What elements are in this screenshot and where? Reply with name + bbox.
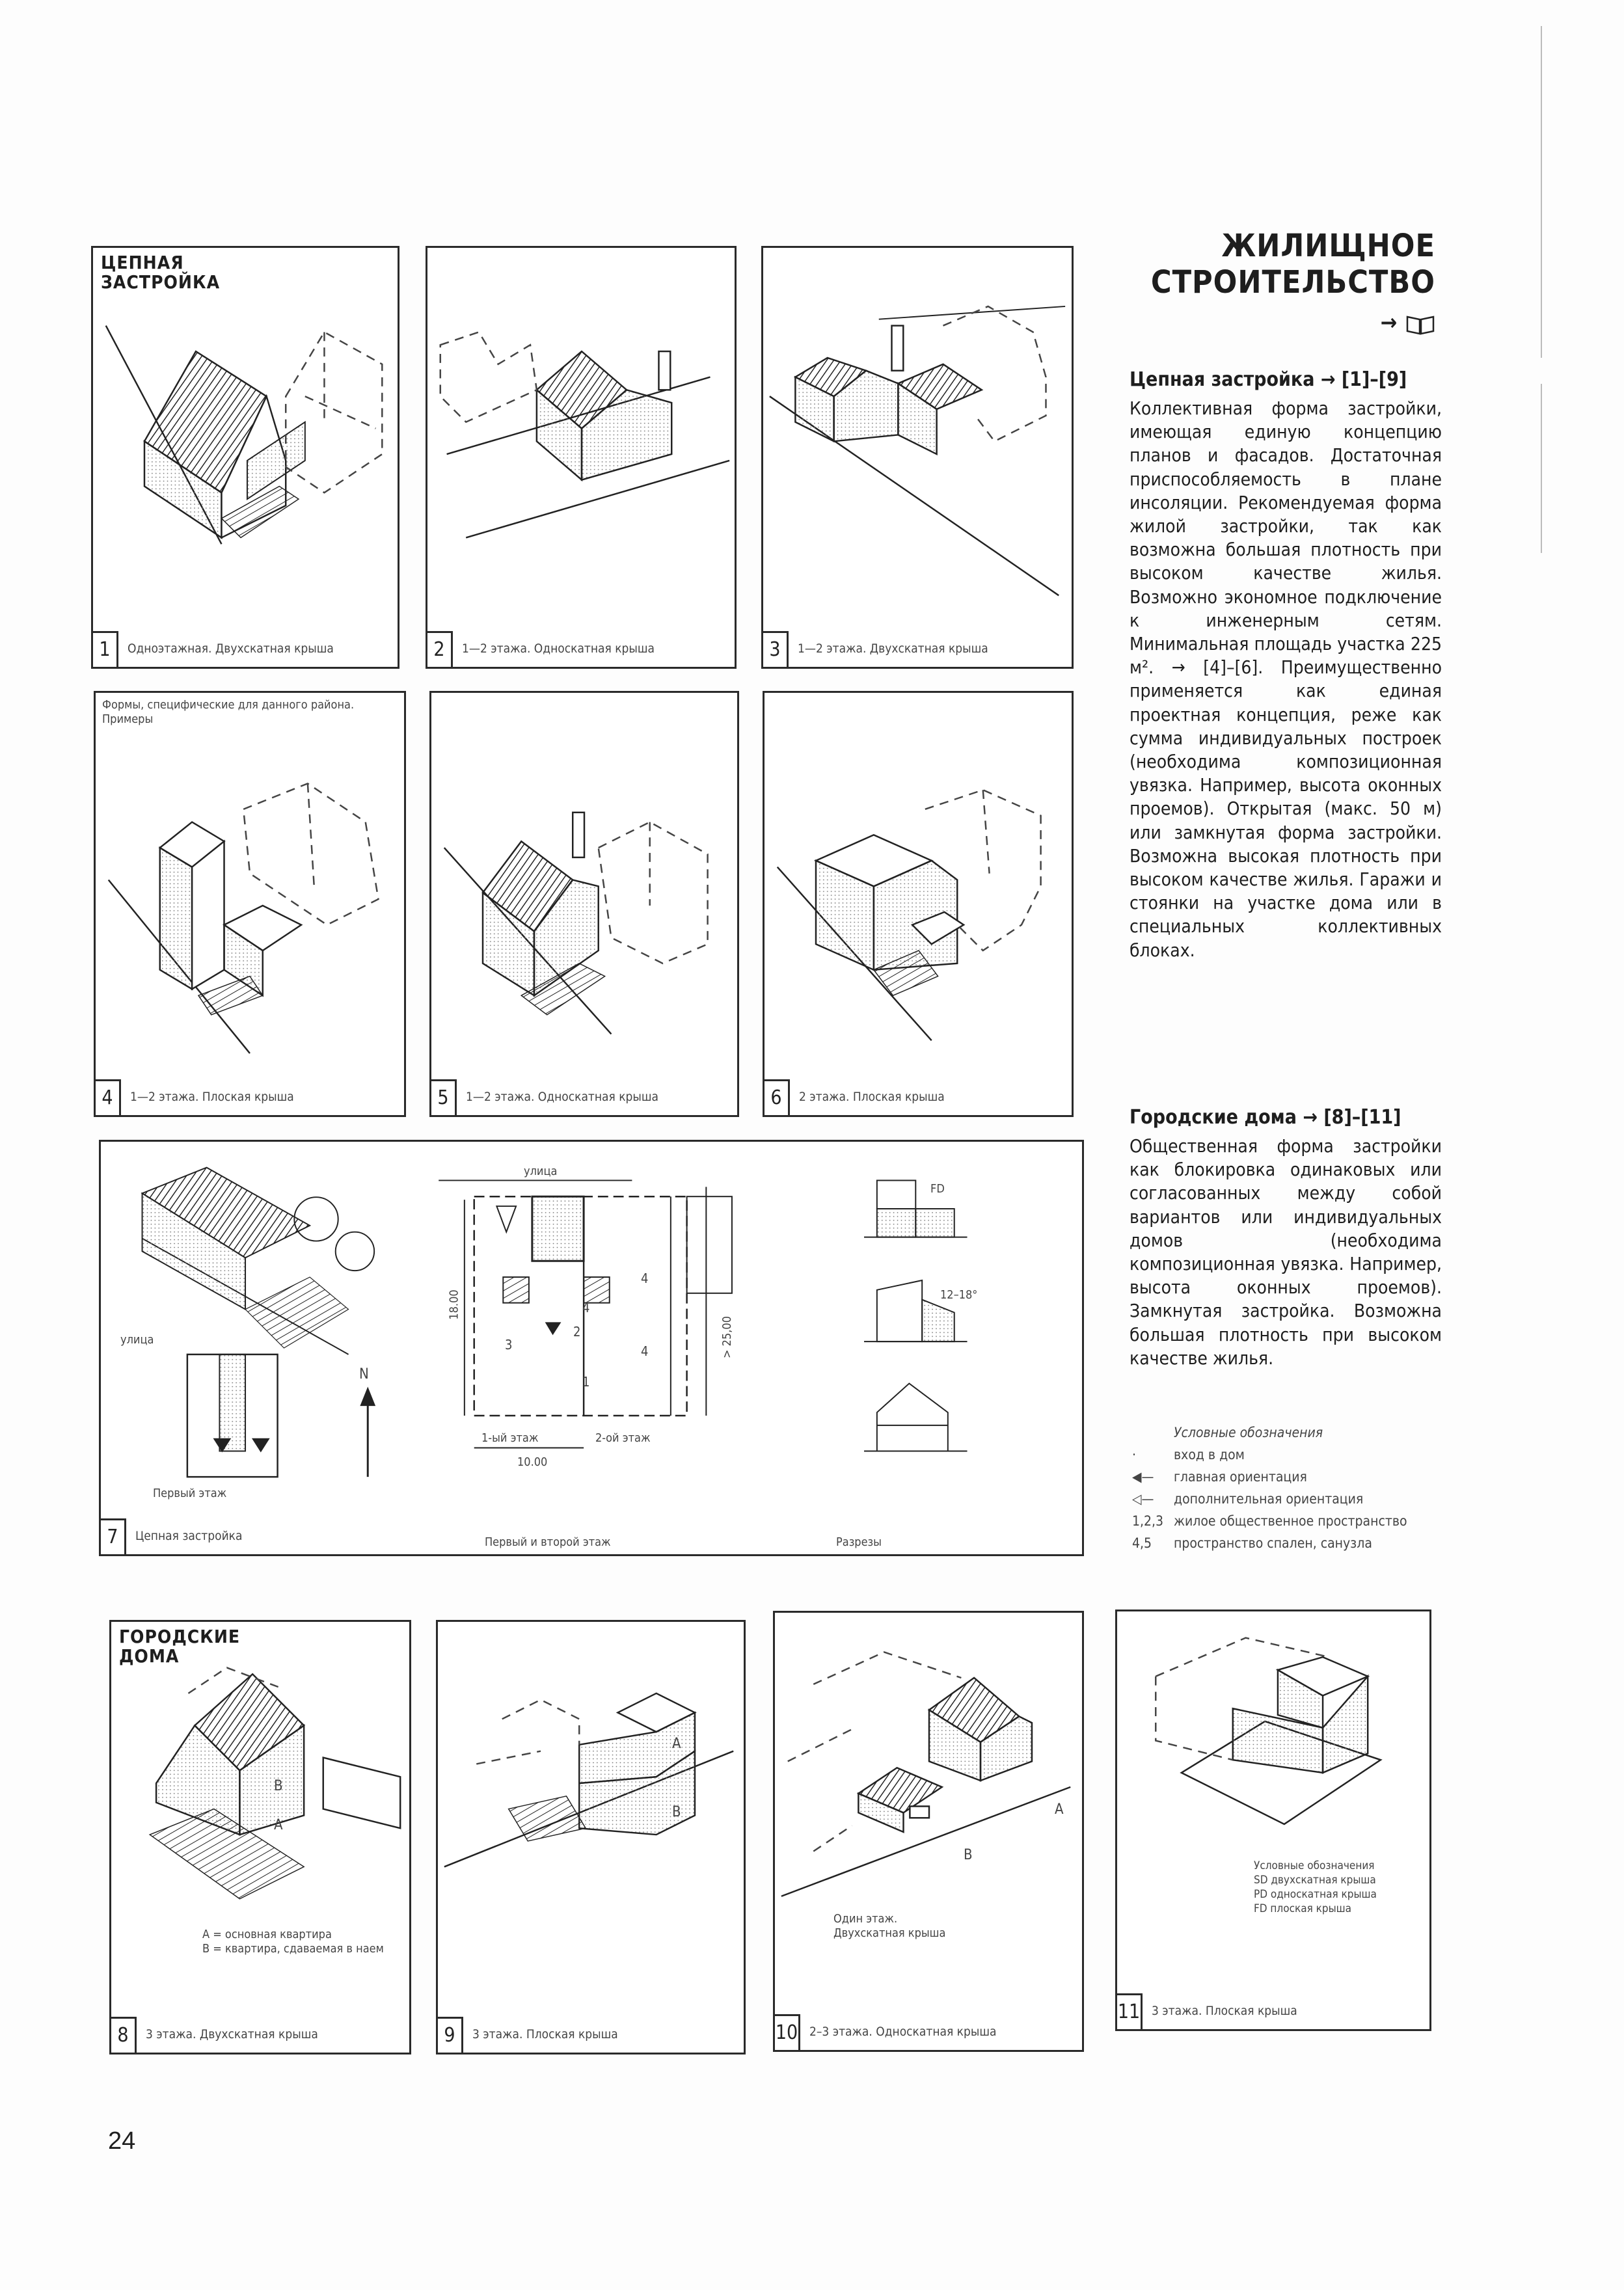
figure-6 bbox=[763, 691, 1074, 1117]
figure-3 bbox=[761, 246, 1074, 669]
margin-rule bbox=[1541, 384, 1542, 553]
figure-9-drawing bbox=[438, 1622, 744, 2053]
figure-9 bbox=[436, 1620, 746, 2054]
figure-4 bbox=[94, 691, 406, 1117]
figure-10 bbox=[773, 1611, 1084, 2052]
plan-caption: Первый и второй этаж bbox=[485, 1535, 611, 1549]
label-b: B bbox=[964, 1847, 973, 1863]
book-icon bbox=[1405, 313, 1435, 335]
figure-11 bbox=[1115, 1610, 1431, 2031]
floor-2-label: 2-ой этаж bbox=[595, 1431, 651, 1445]
figure-8-drawing bbox=[111, 1622, 409, 2053]
figure-8 bbox=[109, 1620, 411, 2054]
sections-caption: Разрезы bbox=[836, 1535, 882, 1549]
figure-8-title: ГОРОДСКИЕ ДОМА bbox=[119, 1626, 241, 1667]
room-label: 1 bbox=[582, 1374, 590, 1390]
figure-4-drawing bbox=[96, 693, 404, 1115]
figure-2-caption: 2 1—2 этажа. Односкатная крыша bbox=[427, 630, 655, 667]
figure-3-drawing bbox=[763, 248, 1072, 667]
figure-5 bbox=[429, 691, 739, 1117]
figure-5-caption: 5 1—2 этажа. Односкатная крыша bbox=[431, 1079, 658, 1115]
section-heading-chain: Цепная застройка → [1]–[9] bbox=[1130, 368, 1407, 391]
roof-angle-label: 12–18° bbox=[940, 1288, 978, 1302]
figure-1 bbox=[91, 246, 399, 669]
figure-1-drawing bbox=[93, 248, 398, 667]
margin-rule bbox=[1541, 26, 1542, 358]
label-a: A bbox=[672, 1736, 681, 1752]
figure-11-legend: Условные обозначения SD двухскатная крыша PD односкатная крыша FD плоская крыша bbox=[1254, 1859, 1377, 1915]
figure-9-caption: 9 3 этажа. Плоская крыша bbox=[438, 2016, 618, 2053]
label-a: A bbox=[1055, 1801, 1064, 1818]
figure-7-drawing bbox=[101, 1142, 1082, 1554]
floor-1-label: 1-ый этаж bbox=[481, 1431, 539, 1445]
north-label: N bbox=[359, 1366, 369, 1382]
room-label: 3 bbox=[505, 1337, 513, 1353]
label-b: B bbox=[672, 1804, 681, 1820]
figure-2-drawing bbox=[427, 248, 735, 667]
figure-4-note: Формы, специфические для данного района. Примеры bbox=[102, 698, 355, 726]
figure-6-caption: 6 2 этажа. Плоская крыша bbox=[765, 1079, 945, 1115]
figure-7-caption: 7 Цепная застройка bbox=[101, 1518, 242, 1554]
page-number: 24 bbox=[108, 2127, 136, 2155]
figure-10-note: Один этаж. Двухскатная крыша bbox=[833, 1912, 946, 1940]
figure-1-title: ЦЕПНАЯ ЗАСТРОЙКА bbox=[101, 252, 221, 293]
room-label: 4 bbox=[641, 1271, 649, 1286]
room-label: 4 bbox=[641, 1343, 649, 1359]
figure-4-caption: 4 1—2 этажа. Плоская крыша bbox=[96, 1079, 294, 1115]
figure-3-caption: 3 1—2 этажа. Двухскатная крыша bbox=[763, 630, 988, 667]
figure-7 bbox=[99, 1140, 1084, 1556]
figure-5-drawing bbox=[431, 693, 737, 1115]
label-b: B bbox=[274, 1778, 283, 1794]
figure-8-caption: 8 3 этажа. Двухскатная крыша bbox=[111, 2016, 318, 2053]
section-text-townhouses: Общественная форма застройки как блокировка одинаковых или согласованных между собой вариантов или индивидуальных домов (необходима композиционная увязка. Например, высота оконных проемов). Замкнутая застройка. Возможна большая плотность при высоком качестве жилья. bbox=[1130, 1135, 1442, 1369]
label-a: A bbox=[274, 1817, 283, 1833]
figure-11-caption: 11 3 этажа. Плоская крыша bbox=[1117, 1993, 1297, 2029]
page-title: ЖИЛИЩНОЕ СТРОИТЕЛЬСТВО bbox=[1150, 228, 1435, 301]
legend-item: · вход в дом bbox=[1132, 1447, 1245, 1462]
figure-10-caption: 10 2–3 этажа. Односкатная крыша bbox=[775, 2014, 996, 2050]
section-text-chain: Коллективная форма застройки, имеющая единую концепцию планов и фасадов. Достаточная приспособляемость в плане инсоляции. Рекомендуемая форма жилой застройки, так как возможна большая плотность при высоком качестве жилья. Возможно экономное подключение к инженерным сетям. Минимальная площадь участка 225 м². → [4]–[6]. Преимущественно применяется как единая проектная концепция, реже как сумма индивидуальных построек (необходима композиционная увязка. Например, высота оконных проемов). Открытая (макс. 50 м) или замкнутая форма застройки. Возможна высокая плотность при высоком качестве жилья. Гаражи и стоянки на участке дома или в специальных коллективных блоках. bbox=[1130, 397, 1442, 961]
figure-1-caption: 1 Одноэтажная. Двухскатная крыша bbox=[93, 630, 334, 667]
figure-6-drawing bbox=[765, 693, 1072, 1115]
street-label-top: улица bbox=[524, 1165, 558, 1178]
roof-fd-label: FD bbox=[930, 1182, 945, 1196]
figure-8-note: A = основная квартира B = квартира, сдаваемая в наем bbox=[202, 1928, 384, 1956]
section-heading-townhouses: Городские дома → [8]–[11] bbox=[1130, 1106, 1401, 1129]
street-label: улица bbox=[120, 1333, 154, 1347]
figure-2 bbox=[426, 246, 737, 669]
first-floor-label: Первый этаж bbox=[153, 1487, 227, 1500]
legend-title: Условные обозначения bbox=[1174, 1425, 1323, 1440]
dim-plot: > 25,00 bbox=[720, 1315, 735, 1359]
legend-item: ◀— главная ориентация bbox=[1132, 1469, 1307, 1485]
legend-item: 4,5 пространство спален, санузла bbox=[1132, 1535, 1372, 1551]
dim-width: 10.00 bbox=[517, 1455, 548, 1469]
legend-item: 1,2,3 жилое общественное пространство bbox=[1132, 1513, 1407, 1529]
reference-link[interactable]: → bbox=[1381, 304, 1435, 341]
room-label: 2 bbox=[573, 1324, 581, 1340]
figure-10-drawing bbox=[775, 1613, 1082, 2050]
room-label: 4 bbox=[582, 1300, 590, 1315]
figure-11-drawing bbox=[1117, 1611, 1429, 2029]
legend bbox=[1132, 1421, 1407, 1554]
legend-item: ◁— дополнительная ориентация bbox=[1132, 1491, 1364, 1507]
dim-depth: 18.00 bbox=[447, 1289, 461, 1320]
